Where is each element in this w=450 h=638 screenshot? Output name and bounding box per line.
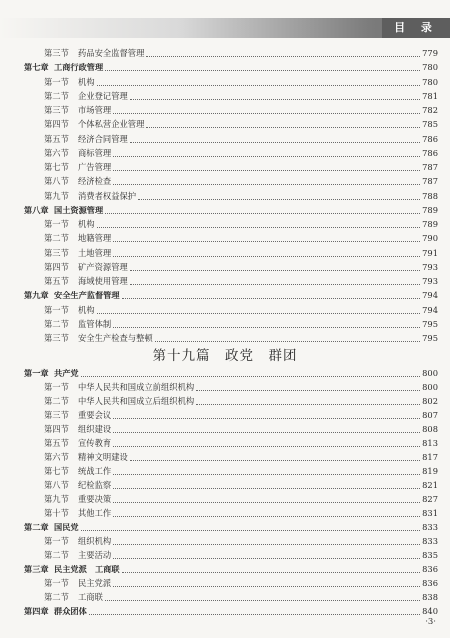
dot-leader <box>113 155 420 157</box>
toc-entry-number: 第三节 <box>44 410 69 420</box>
toc-page-number: 838 <box>422 592 438 602</box>
toc-section-row <box>44 118 438 131</box>
toc-entry-title: 工商联 <box>78 592 103 602</box>
toc-entry-title: 民主党派 工商联 <box>54 564 120 574</box>
toc-entry-number: 第五节 <box>44 438 69 448</box>
dot-leader <box>113 473 420 475</box>
toc-section-row <box>44 147 438 160</box>
toc-entry-title: 安全生产监督管理 <box>54 290 120 301</box>
toc-entry-number: 第一章 <box>24 368 49 378</box>
toc-entry-label <box>44 275 128 288</box>
dot-leader <box>97 84 421 86</box>
dot-leader <box>113 431 420 433</box>
toc-entry-title: 统战工作 <box>78 466 112 476</box>
dot-leader <box>130 459 420 461</box>
toc-entry-title: 市场管理 <box>78 105 112 115</box>
toc-entry-number: 第八节 <box>44 480 69 490</box>
toc-entry-number: 第二节 <box>44 318 69 329</box>
toc-entry-title: 机构 <box>78 304 95 315</box>
dot-leader <box>113 326 420 328</box>
toc-entry-number: 第三节 <box>44 48 69 58</box>
toc-entry-title: 经济检查 <box>78 176 112 187</box>
toc-section-row <box>44 395 438 408</box>
toc-entry-label <box>44 318 111 331</box>
toc-page-number: 779 <box>422 48 438 58</box>
toc-entry-title: 个体私营企业管理 <box>78 119 145 130</box>
toc-page-number: 802 <box>422 396 438 406</box>
toc-page-number: 840 <box>422 606 438 616</box>
toc-entry-title: 其他工作 <box>78 508 112 518</box>
toc-entry-number: 第七节 <box>44 162 69 172</box>
toc-entry-label <box>24 521 79 534</box>
toc-entry-title: 机构 <box>78 219 95 229</box>
toc-page-number: 787 <box>422 176 438 187</box>
toc-entry-number: 第四节 <box>44 119 69 130</box>
toc-chapter-row <box>24 521 438 534</box>
toc-entry-label <box>44 381 194 394</box>
toc-section-row <box>44 133 438 146</box>
toc-entry-number: 第一节 <box>44 219 69 229</box>
toc-section-row <box>44 535 438 548</box>
toc-entry-number: 第八章 <box>24 204 49 215</box>
toc-page-number: 793 <box>422 276 438 286</box>
toc-page-number: 813 <box>422 438 438 448</box>
toc-section-row <box>44 247 438 260</box>
toc-entry-label <box>44 437 111 450</box>
dot-leader <box>105 599 420 601</box>
toc-entry-title: 重要决策 <box>78 494 112 504</box>
dot-leader <box>113 183 420 185</box>
page-number: ·3· <box>425 617 436 627</box>
toc-entry-label <box>44 507 111 520</box>
toc-entry-title: 安全生产检查与整顿 <box>78 333 153 343</box>
dot-leader <box>113 445 420 447</box>
toc-entry-title: 工商行政管理 <box>54 62 104 73</box>
toc-entry-number: 第四节 <box>44 261 69 272</box>
dot-leader <box>89 613 420 615</box>
dot-leader <box>196 389 420 391</box>
toc-entry-label <box>24 367 79 380</box>
toc-entry-number: 第四节 <box>44 424 69 434</box>
toc-entry-title: 中华人民共和国成立后组织机构 <box>78 396 195 406</box>
toc-entry-label <box>24 204 103 217</box>
toc-entry-label <box>44 535 111 548</box>
toc-page-number: 831 <box>422 508 438 518</box>
toc-entry-number: 第九章 <box>24 290 49 301</box>
dot-leader <box>130 283 420 285</box>
dot-leader <box>113 255 420 257</box>
toc-entry-label <box>44 591 103 604</box>
toc-entry-title: 宣传教育 <box>78 438 112 448</box>
toc-entry-title: 海域使用管理 <box>78 276 128 286</box>
dot-leader <box>146 55 420 57</box>
toc-section-row <box>44 423 438 436</box>
dot-leader <box>113 515 420 517</box>
toc-section-row <box>44 304 438 317</box>
toc-page-number: 817 <box>422 452 438 462</box>
toc-entry-label <box>44 147 111 160</box>
dot-leader <box>97 312 421 314</box>
dot-leader <box>146 126 420 128</box>
toc-entry-title: 消费者权益保护 <box>78 190 137 201</box>
toc-entry-number: 第一节 <box>44 76 69 87</box>
toc-entry-number: 第二节 <box>44 90 69 101</box>
toc-section-row <box>44 451 438 464</box>
toc-entry-title: 经济合同管理 <box>78 133 128 144</box>
toc-section-row <box>44 175 438 188</box>
toc-page-number: 795 <box>422 333 438 343</box>
toc-entry-label <box>44 76 95 89</box>
toc-entry-number: 第一节 <box>44 382 69 392</box>
toc-section-row <box>44 232 438 245</box>
toc-section-row <box>44 409 438 422</box>
toc-entry-number: 第九节 <box>44 494 69 504</box>
toc-page-number: 807 <box>422 410 438 420</box>
dot-leader <box>113 501 420 503</box>
toc-page-number: 791 <box>422 247 438 258</box>
toc-page-number: 789 <box>422 219 438 229</box>
toc-entry-title: 土地管理 <box>78 247 112 258</box>
toc-entry-label <box>24 563 120 576</box>
toc-page-number: 827 <box>422 494 438 504</box>
dot-leader <box>122 571 421 573</box>
toc-entry-number: 第十节 <box>44 508 69 518</box>
toc-section-row <box>44 591 438 604</box>
toc-entry-label <box>44 190 136 203</box>
toc-entry-number: 第三章 <box>24 564 49 574</box>
toc-entry-number: 第六节 <box>44 147 69 158</box>
part-title: 第十九篇 政党 群团 <box>152 348 298 364</box>
toc-section-row <box>44 104 438 117</box>
toc-page-number: 785 <box>422 119 438 130</box>
toc-page-number: 833 <box>422 522 438 532</box>
toc-entry-label <box>24 605 87 618</box>
toc-entry-label <box>44 104 111 117</box>
toc-entry-label <box>44 304 95 317</box>
toc-chapter-row <box>24 367 438 380</box>
toc-entry-number: 第二节 <box>44 233 69 244</box>
toc-page-number: 781 <box>422 90 438 101</box>
toc-entry-label <box>44 423 111 436</box>
dot-leader <box>113 585 420 587</box>
toc-entry-number: 第三节 <box>44 247 69 258</box>
toc-entry-number: 第二节 <box>44 550 69 560</box>
toc-entry-title: 民主党派 <box>78 578 112 588</box>
dot-leader <box>122 297 421 299</box>
toc-section-row <box>44 275 438 288</box>
toc-entry-number: 第七节 <box>44 466 69 476</box>
toc-entry-number: 第八节 <box>44 176 69 187</box>
dot-leader <box>105 69 420 71</box>
dot-leader <box>97 226 421 228</box>
toc-entry-number: 第一节 <box>44 578 69 588</box>
toc-entry-title: 药品安全监督管理 <box>78 48 145 58</box>
toc-entry-title: 地籍管理 <box>78 233 112 244</box>
toc-entry-label <box>44 493 111 506</box>
toc-chapter-row <box>24 289 438 302</box>
toc-section-row <box>44 318 438 331</box>
dot-leader <box>81 375 421 377</box>
toc-entry-title: 重要会议 <box>78 410 112 420</box>
toc-page-number: 782 <box>422 105 438 115</box>
toc-page-number: 780 <box>422 76 438 87</box>
toc-entry-label <box>44 577 111 590</box>
toc-entry-number: 第九节 <box>44 190 69 201</box>
toc-page-number: 789 <box>422 204 438 215</box>
toc-entry-title: 企业登记管理 <box>78 90 128 101</box>
toc-entry-number: 第二节 <box>44 592 69 602</box>
toc-entry-title: 共产党 <box>54 368 79 378</box>
toc-page-number: 800 <box>422 382 438 392</box>
toc-page-number: 786 <box>422 133 438 144</box>
toc-section-row <box>44 507 438 520</box>
toc-section-row <box>44 493 438 506</box>
toc-entry-label <box>44 261 128 274</box>
toc-entry-label <box>44 47 144 60</box>
toc-entry-title: 组织建设 <box>78 424 112 434</box>
toc-entry-label <box>44 90 128 103</box>
toc-page-number: 793 <box>422 261 438 272</box>
toc-entry-label <box>44 479 111 492</box>
toc-entry-title: 机构 <box>78 76 95 87</box>
toc-page-number: 800 <box>422 368 438 378</box>
toc-entry-title: 群众团体 <box>54 606 87 616</box>
toc-entry-label <box>24 61 103 74</box>
toc-section-row <box>44 218 438 231</box>
toc-entry-label <box>44 451 128 464</box>
toc-entry-label <box>44 161 111 174</box>
toc-entry-number: 第七章 <box>24 62 49 73</box>
toc-entry-title: 监管体制 <box>78 318 112 329</box>
toc-section-row <box>44 76 438 89</box>
toc-page-number: 790 <box>422 233 438 244</box>
toc-entry-label <box>44 409 111 422</box>
toc-page-number: 819 <box>422 466 438 476</box>
dot-leader <box>130 141 420 143</box>
toc-page-number: 836 <box>422 564 438 574</box>
toc-page-number: 833 <box>422 536 438 546</box>
toc-page-number: 780 <box>422 62 438 73</box>
toc-section-row <box>44 577 438 590</box>
toc-section-row <box>44 161 438 174</box>
toc-chapter-row <box>24 204 438 217</box>
toc-entry-label <box>44 118 144 131</box>
toc-page-number: 794 <box>422 290 438 301</box>
toc-entry-label <box>24 289 120 302</box>
toc-section-row <box>44 381 438 394</box>
toc-entry-number: 第一节 <box>44 304 69 315</box>
toc-section-row <box>44 465 438 478</box>
dot-leader <box>113 417 420 419</box>
toc-chapter-row <box>24 61 438 74</box>
toc-page-number: 821 <box>422 480 438 490</box>
toc-entry-title: 纪检监察 <box>78 480 112 490</box>
toc-entry-number: 第五节 <box>44 133 69 144</box>
toc-page-number: 786 <box>422 147 438 158</box>
toc-entry-number: 第一节 <box>44 536 69 546</box>
dot-leader <box>113 112 420 114</box>
toc-entry-label <box>44 218 95 231</box>
toc-section-row <box>44 549 438 562</box>
dot-leader <box>113 169 420 171</box>
dot-leader <box>81 529 421 531</box>
toc-page-number: 794 <box>422 304 438 315</box>
toc-entry-title: 商标管理 <box>78 147 112 158</box>
toc-entry-number: 第三节 <box>44 333 69 343</box>
toc-entry-label <box>44 465 111 478</box>
dot-leader <box>155 340 420 342</box>
toc-entry-label <box>44 175 111 188</box>
toc-section-row <box>44 47 438 60</box>
dot-leader <box>196 403 420 405</box>
toc-page-number: 787 <box>422 162 438 172</box>
toc-entry-title: 组织机构 <box>78 536 112 546</box>
toc-entry-number: 第二节 <box>44 396 69 406</box>
dot-leader <box>130 269 420 271</box>
toc-entry-label <box>44 247 111 260</box>
dot-leader <box>113 557 420 559</box>
dot-leader <box>113 240 420 242</box>
toc-entry-title: 国民党 <box>54 522 79 532</box>
toc-page-number: 835 <box>422 550 438 560</box>
dot-leader <box>105 212 420 214</box>
toc-chapter-row <box>24 605 438 618</box>
toc-entry-title: 广告管理 <box>78 162 112 172</box>
dot-leader <box>113 543 420 545</box>
toc-entry-number: 第三节 <box>44 105 69 115</box>
toc-entry-number: 第二章 <box>24 522 49 532</box>
dot-leader <box>138 198 420 200</box>
toc-entry-number: 第五节 <box>44 276 69 286</box>
header-title: 目 录 <box>382 18 450 38</box>
toc-entry-title: 主要活动 <box>78 550 112 560</box>
toc-entry-title: 国土资源管理 <box>54 204 104 215</box>
toc-entry-number: 第四章 <box>24 606 49 616</box>
toc-entry-title: 中华人民共和国成立前组织机构 <box>78 382 195 392</box>
toc-page-number: 795 <box>422 318 438 329</box>
toc-section-row <box>44 479 438 492</box>
toc-section-row <box>44 90 438 103</box>
toc-page-number: 836 <box>422 578 438 588</box>
toc-chapter-row <box>24 563 438 576</box>
toc-section-row <box>44 190 438 203</box>
toc-entry-label <box>44 549 111 562</box>
toc-entry-number: 第六节 <box>44 452 69 462</box>
toc-section-row <box>44 261 438 274</box>
toc-entry-title: 矿产资源管理 <box>78 261 128 272</box>
dot-leader <box>113 487 420 489</box>
toc-entry-title: 精神文明建设 <box>78 452 128 462</box>
toc-section-row <box>44 437 438 450</box>
dot-leader <box>130 98 420 100</box>
toc-page-number: 788 <box>422 190 438 201</box>
toc-entry-label <box>44 133 128 146</box>
toc-entry-label <box>44 395 194 408</box>
toc-entry-label <box>44 232 111 245</box>
toc-page-number: 808 <box>422 424 438 434</box>
